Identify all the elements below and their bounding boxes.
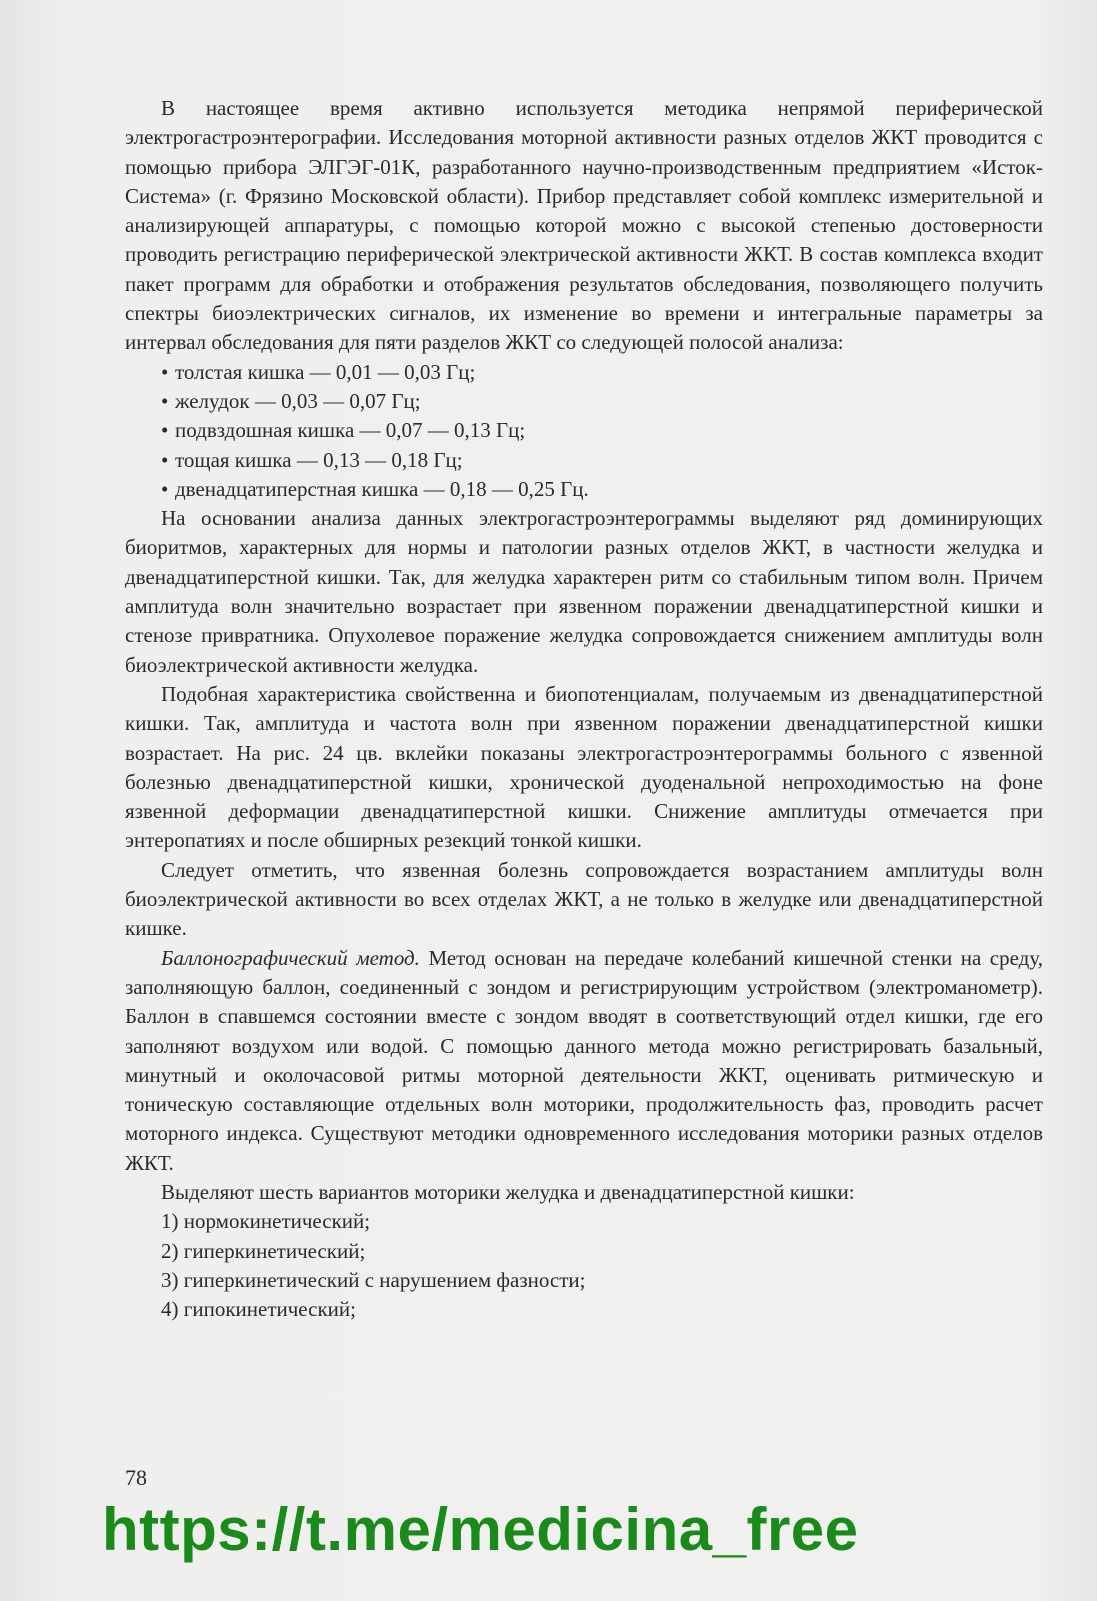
bullet-icon: • [161,418,169,443]
paragraph-balloon-method [125,944,1043,1178]
frequency-list [125,358,1043,504]
page-number: 78 [125,1465,147,1490]
page-body [125,94,1043,1324]
paragraph-biorhythms: На основании анализа данных электрогастроэнтерограммы выделяют ряд доминирующих биоритмов, характерных для нормы и патологии разных отделов ЖКТ, в частности желудка и двенадцатиперстной кишки. Так, для желудка характерен ритм со стабильным типом волн. Причем амплитуда волн значительно возрастает при язвенном поражении двенадцатиперстной кишки и стенозе привратника. Опухолевое поражение желудка сопровождается снижением амплитуды волн биоэлектрической активности желудка. [125,506,1043,677]
numbered-item: 4) гипокинетический; [161,1297,356,1322]
list-item: • толстая кишка — 0,01 — 0,03 Гц; [125,358,1043,387]
method-description: Метод основан на передаче колебаний кишечной стенки на среду, заполняющую баллон, соединенный с зондом и регистрирующим устройством (электроманометр). Баллон в спавшемся состоянии вместе с зондом вводят в соответствующий отдел кишки, где его заполняют воздухом или водой. С помощью данного метода можно регистрировать базальный, минутный и околочасовой ритмы моторной деятельности ЖКТ, оценивать ритмическую и тоническую составляющие отдельных волн моторики, продолжительность фаз, проводить расчет моторного индекса. Существуют методики одновременного исследования моторики разных отделов ЖКТ. [125,945,1043,1175]
bullet-icon: • [161,388,169,413]
numbered-item: 1) нормокинетический; [161,1209,371,1234]
bullet-icon: • [161,476,169,501]
numbered-item: 3) гиперкинетический с нарушением фазности; [161,1267,586,1292]
paragraph-ulcer: Следует отметить, что язвенная болезнь сопровождается возрастанием амплитуды волн биоэлектрической активности во всех отделах ЖКТ, а не только в желудке или двенадцатиперстной кишке. [125,857,1043,941]
method-heading: Баллонографический метод. [161,945,420,970]
list-item: • двенадцатиперстная кишка — 0,18 — 0,25 Гц. [125,475,1043,504]
numbered-item: 2) гиперкинетический; [161,1238,366,1263]
list-item: • тощая кишка — 0,13 — 0,18 Гц; [125,446,1043,475]
paragraph-duodenum: Подобная характеристика свойственна и биопотенциалам, получаемым из двенадцатиперстной кишки. Так, амплитуда и частота волн при язвенном поражении двенадцатиперстной кишки возрастает. На рис. 24 цв. вклейки показаны электрогастроэнтерограммы больного с язвенной болезнью двенадцатиперстной кишки, хронической дуоденальной непроходимостью на фоне язвенной деформации двенадцатиперстной кишки. Снижение амплитуды отмечается при энтеропатиях и после обширных резекций тонкой кишки. [125,681,1043,853]
list-item: • подвздошная кишка — 0,07 — 0,13 Гц; [125,416,1043,445]
paragraph-variants: Выделяют шесть вариантов моторики желудка и двенадцатиперстной кишки: [161,1179,855,1204]
list-item: • желудок — 0,03 — 0,07 Гц; [125,387,1043,416]
paragraph-intro: В настоящее время активно используется методика непрямой периферической электрогастроэнтерографии. Исследования моторной активности разных отделов ЖКТ проводится с помощью прибора ЭЛГЭГ-01К, разработанного научно-производственным предприятием «Исток-Система» (г. Фрязино Московской области). Прибор представляет собой комплекс измерительной и анализирующей аппаратуры, с помощью которой можно с высокой степенью достоверности проводить регистрацию периферической электрической активности ЖКТ. В состав комплекса входит пакет программ для обработки и отображения результатов обследования, позволяющего получить спектры биоэлектрических сигналов, их изменение во времени и интегральные параметры за интервал обследования для пяти разделов ЖКТ со следующей полосой анализа: [125,96,1043,355]
bullet-icon: • [161,447,169,472]
bullet-icon: • [161,359,169,384]
watermark-link[interactable]: https://t.me/medicina_free [102,1496,859,1563]
